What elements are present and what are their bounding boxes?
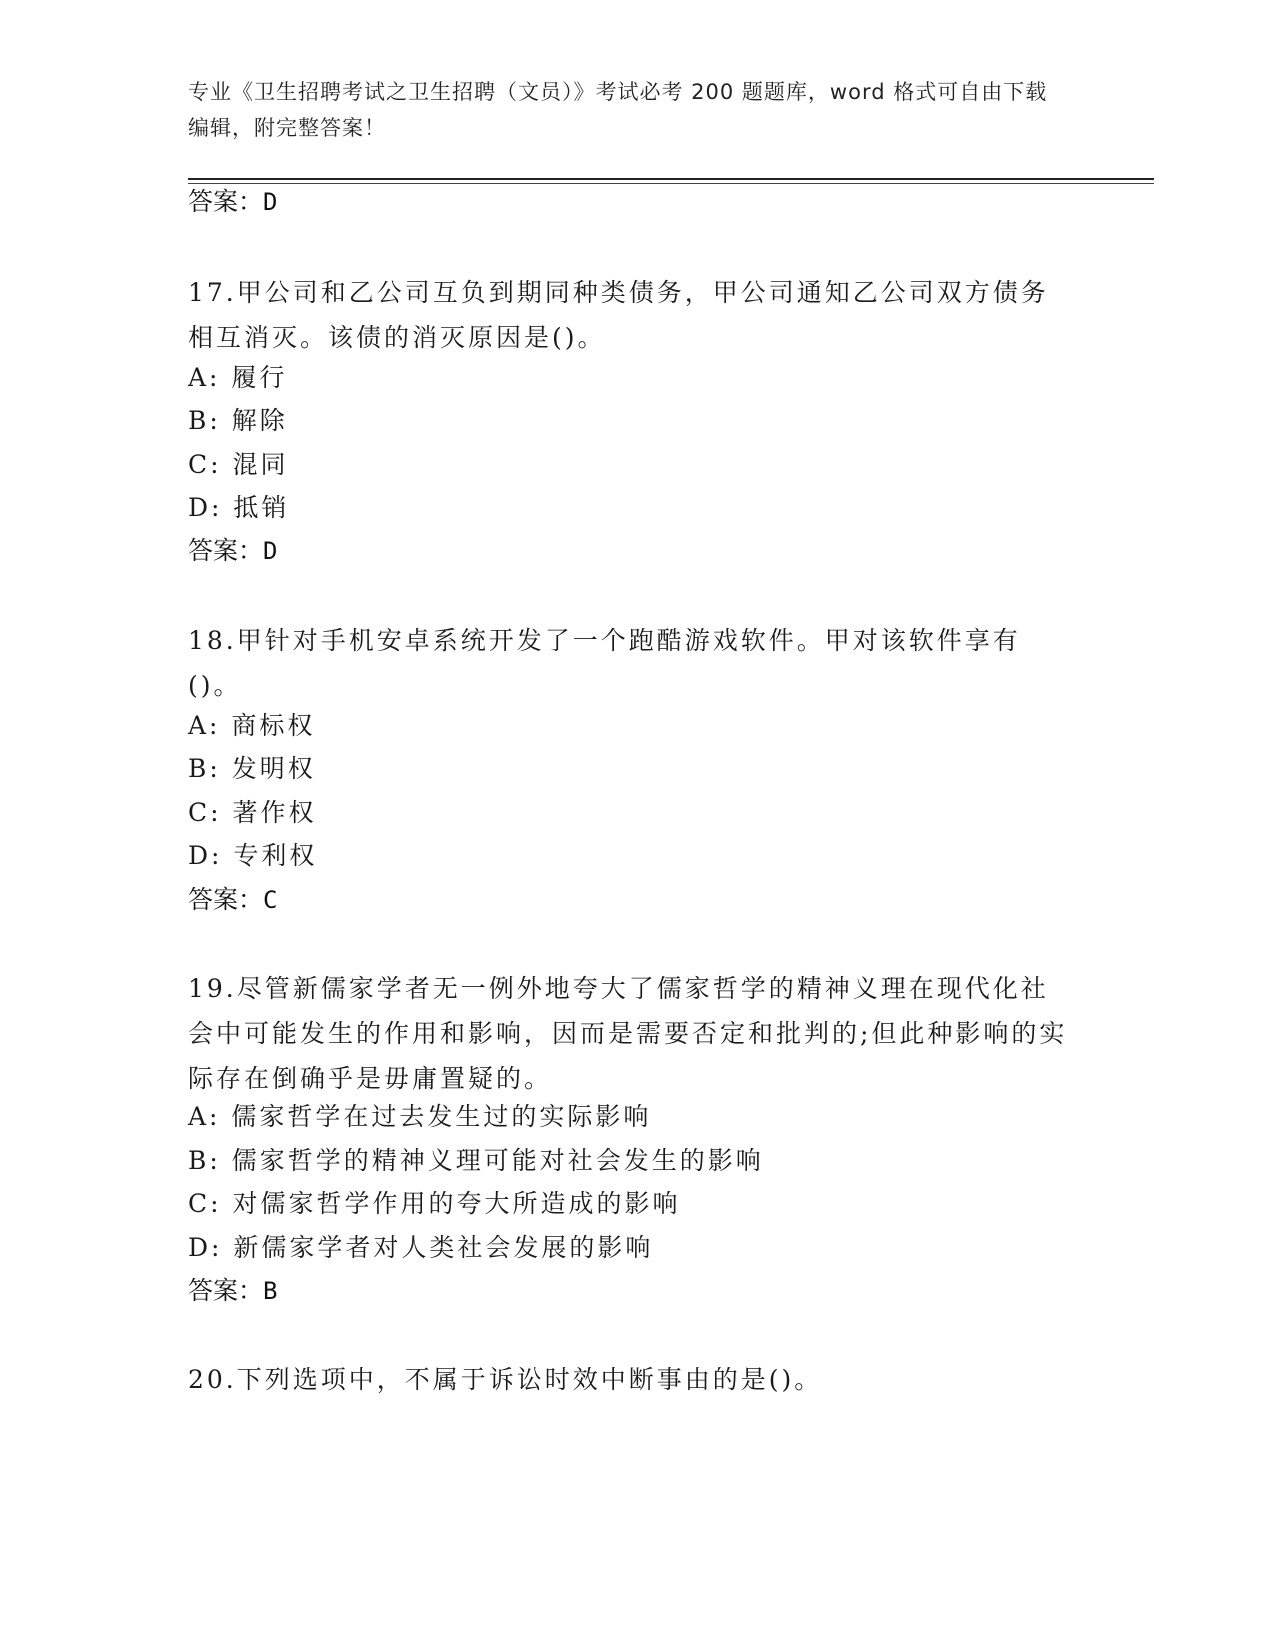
- question-19-stem: 19.尽管新儒家学者无一例外地夸大了儒家哲学的精神义理在现代化社会中可能发生的作用和影响，因而是需要否定和批判的;但此种影响的实际存在倒确乎是毋庸置疑的。: [188, 974, 1068, 1093]
- answer-q19: [188, 1273, 277, 1309]
- answer-label: 答案：: [188, 1276, 264, 1305]
- answer-q17: [188, 533, 277, 569]
- q18-option-b: B: 发明权: [188, 754, 316, 783]
- answer-q16: [188, 184, 277, 220]
- header-rule-thin: [188, 183, 1154, 184]
- q18-option-a: A: 商标权: [188, 711, 316, 740]
- answer-label: 答案：: [188, 187, 264, 216]
- question-18-stem: 18.甲针对手机安卓系统开发了一个跑酷游戏软件。甲对该软件享有()。: [188, 626, 1021, 700]
- q19-option-c: C: 对儒家哲学作用的夸大所造成的影响: [188, 1189, 681, 1218]
- q18-option-c: C: 著作权: [188, 798, 317, 827]
- header-rule: [188, 178, 1154, 180]
- q17-option-c: C: 混同: [188, 450, 289, 479]
- document-header: 专业《卫生招聘考试之卫生招聘（文员）》考试必考 200 题题库，word 格式可自由下载编辑，附完整答案！: [188, 80, 1048, 140]
- answer-q18: [188, 882, 277, 918]
- q17-option-b: B: 解除: [188, 406, 288, 435]
- q17-option-a: A: 履行: [188, 363, 288, 392]
- q19-option-d: D: 新儒家学者对人类社会发展的影响: [188, 1233, 654, 1262]
- q19-option-a: A: 儒家哲学在过去发生过的实际影响: [188, 1102, 652, 1131]
- question-20-stem: 20.下列选项中，不属于诉讼时效中断事由的是()。: [188, 1365, 823, 1394]
- answer-value: D: [263, 188, 278, 216]
- q19-option-b: B: 儒家哲学的精神义理可能对社会发生的影响: [188, 1146, 764, 1175]
- answer-value: C: [263, 886, 278, 914]
- question-17-stem: 17.甲公司和乙公司互负到期同种类债务，甲公司通知乙公司双方债务相互消灭。该债的消灭原因是()。: [188, 278, 1049, 352]
- answer-label: 答案：: [188, 885, 264, 914]
- q17-option-d: D: 抵销: [188, 493, 290, 522]
- answer-label: 答案：: [188, 536, 264, 565]
- answer-value: D: [263, 537, 278, 565]
- answer-value: B: [263, 1277, 278, 1305]
- q18-option-d: D: 专利权: [188, 841, 318, 870]
